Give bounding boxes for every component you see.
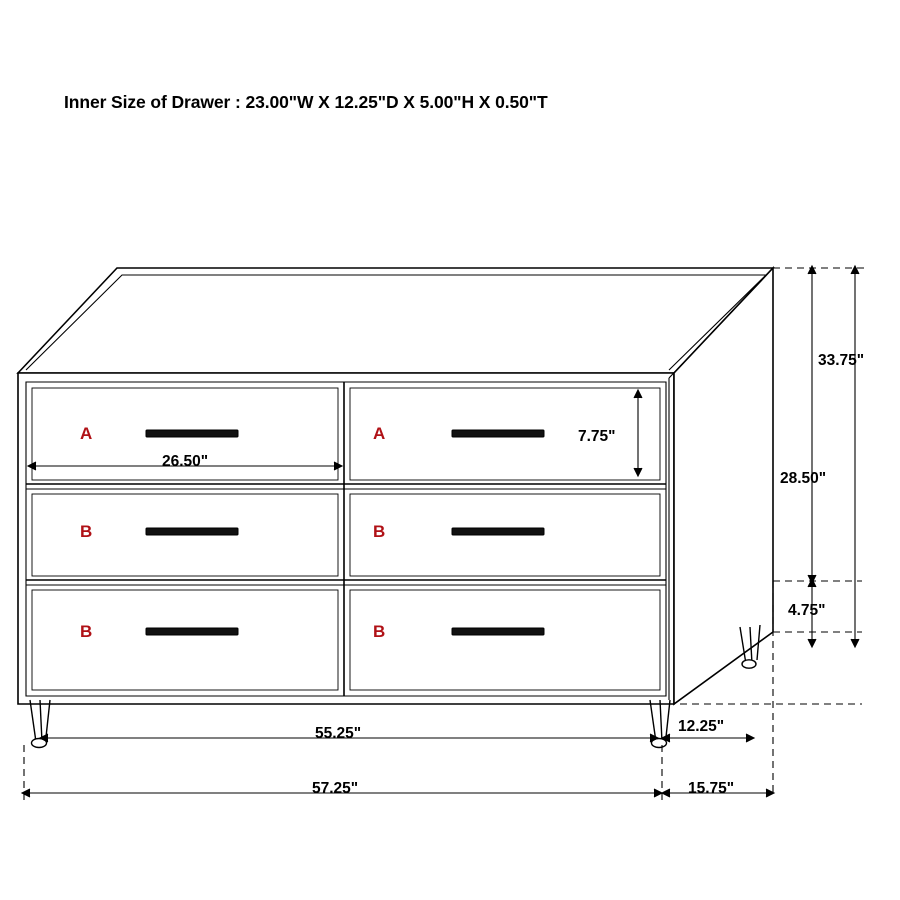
label-case-height: 28.50" bbox=[780, 470, 827, 487]
drawer-letter-middle-left: B bbox=[80, 522, 93, 541]
dim-case-height bbox=[808, 266, 816, 583]
label-total-width: 57.25" bbox=[312, 780, 359, 797]
drawer-letter-bottom-left: B bbox=[80, 622, 93, 641]
label-total-depth: 15.75" bbox=[688, 780, 735, 797]
label-leg-height: 4.75" bbox=[788, 602, 826, 619]
label-total-height: 33.75" bbox=[818, 352, 865, 369]
label-case-width: 55.25" bbox=[315, 725, 362, 742]
drawer-letter-top-left: A bbox=[80, 424, 93, 443]
label-drawer-width: 26.50" bbox=[162, 453, 209, 470]
cabinet-front-face bbox=[18, 373, 674, 704]
drawer-letter-middle-right: B bbox=[373, 522, 386, 541]
drawer-letter-top-right: A bbox=[373, 424, 386, 443]
drawer-letter-bottom-right: B bbox=[373, 622, 386, 641]
label-depth-front: 12.25" bbox=[678, 718, 725, 735]
page-title: Inner Size of Drawer : 23.00"W X 12.25"D X 5.00"H X 0.50"T bbox=[64, 92, 548, 112]
label-drawer-height: 7.75" bbox=[578, 428, 616, 445]
dim-total-height bbox=[851, 266, 859, 647]
cabinet-top-panel bbox=[18, 268, 773, 373]
